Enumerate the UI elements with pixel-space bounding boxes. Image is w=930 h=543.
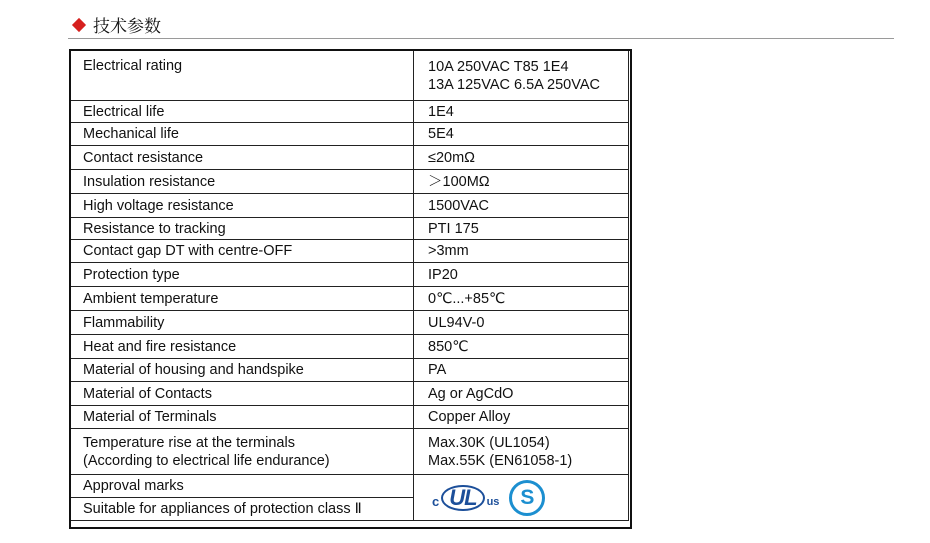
row-label: Ambient temperature: [71, 287, 414, 311]
row-label: Electrical life: [71, 101, 414, 123]
row-label: Suitable for appliances of protection class Ⅱ: [71, 498, 414, 521]
row-label: Mechanical life: [71, 123, 414, 146]
value-line: 10A 250VAC T85 1E4: [428, 58, 569, 75]
table-row: [71, 101, 629, 123]
table-row: [71, 240, 629, 263]
table-row: [71, 287, 629, 311]
label-line: (According to electrical life endurance): [83, 452, 330, 469]
table-row: [71, 146, 629, 170]
table-row: [71, 335, 629, 359]
row-value: >3mm: [414, 240, 629, 263]
section-title: 技术参数: [93, 17, 161, 36]
header-divider: [68, 38, 894, 39]
spec-table: [70, 50, 629, 521]
row-label: Approval marks: [71, 475, 414, 498]
section-header: [72, 12, 161, 37]
row-value: [414, 51, 629, 101]
table-row: [71, 311, 629, 335]
table-row: [71, 123, 629, 146]
row-label: Contact resistance: [71, 146, 414, 170]
row-value: [414, 429, 629, 475]
row-label: High voltage resistance: [71, 194, 414, 218]
row-value: 0℃...+85℃: [414, 287, 629, 311]
row-label: Material of Contacts: [71, 382, 414, 406]
row-label: Heat and fire resistance: [71, 335, 414, 359]
row-value: Ag or AgCdO: [414, 382, 629, 406]
row-label: Contact gap DT with centre-OFF: [71, 240, 414, 263]
row-label: Insulation resistance: [71, 170, 414, 194]
table-row: [71, 429, 629, 475]
approval-logos-cell: [414, 475, 629, 521]
row-value: UL94V-0: [414, 311, 629, 335]
table-row: [71, 194, 629, 218]
row-value: PA: [414, 359, 629, 382]
cul-us-logo-icon: c UL us: [432, 484, 500, 510]
table-row: [71, 170, 629, 194]
label-line: Temperature rise at the terminals: [83, 434, 295, 451]
row-label: [71, 429, 414, 475]
table-row: [71, 475, 629, 498]
row-value: PTI 175: [414, 218, 629, 240]
row-value: 5E4: [414, 123, 629, 146]
table-row: [71, 406, 629, 429]
s-mark-logo-icon: S: [509, 480, 545, 516]
row-value: 1E4: [414, 101, 629, 123]
row-value: ≤20mΩ: [414, 146, 629, 170]
row-label: Protection type: [71, 263, 414, 287]
value-line: 13A 125VAC 6.5A 250VAC: [428, 76, 600, 93]
table-row: [71, 263, 629, 287]
row-label: Flammability: [71, 311, 414, 335]
row-value: 850℃: [414, 335, 629, 359]
row-value: 1500VAC: [414, 194, 629, 218]
row-value: Copper Alloy: [414, 406, 629, 429]
value-line: Max.30K (UL1054): [428, 434, 550, 451]
row-label: Resistance to tracking: [71, 218, 414, 240]
table-row: [71, 218, 629, 240]
red-diamond-icon: [72, 17, 86, 31]
row-value: IP20: [414, 263, 629, 287]
row-label: Material of Terminals: [71, 406, 414, 429]
table-row: [71, 51, 629, 101]
approval-logos: [428, 480, 616, 516]
value-line: Max.55K (EN61058-1): [428, 452, 573, 469]
row-label: Material of housing and handspike: [71, 359, 414, 382]
table-row: [71, 382, 629, 406]
row-label: Electrical rating: [71, 51, 414, 101]
table-row: [71, 359, 629, 382]
row-value: ＞100MΩ: [414, 170, 629, 194]
